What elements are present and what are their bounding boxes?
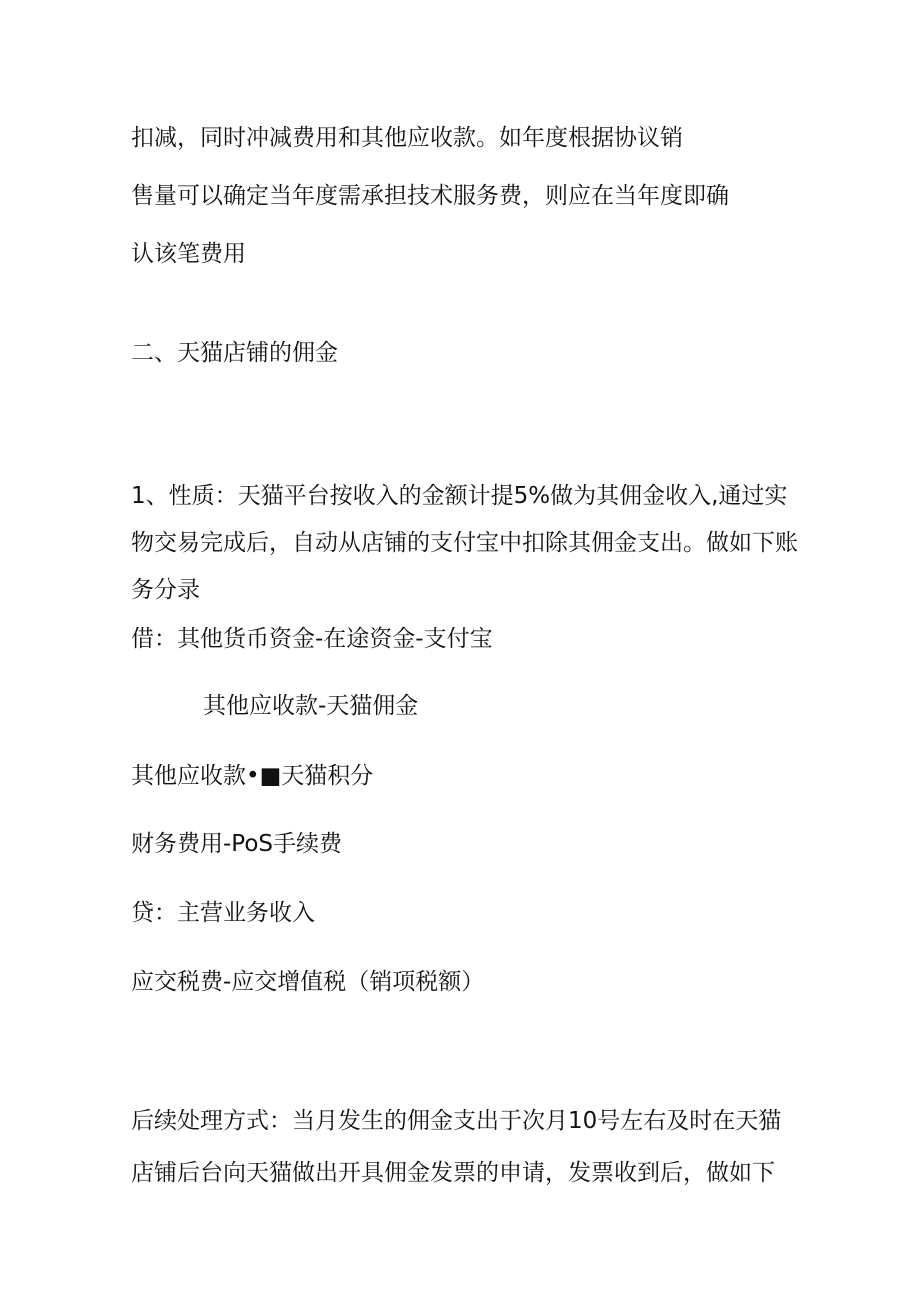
section-heading: 二、天猫店铺的佣金 [131, 340, 338, 366]
paragraph-line: 1、性质：天猫平台按收入的金额计提5%做为其佣金收入,通过实 [131, 483, 788, 509]
paragraph-line: 认该笔费用 [131, 241, 246, 267]
credit-sub-line: 应交税费-应交增值税（销项税额） [131, 969, 485, 995]
paragraph-line: 售量可以确定当年度需承担技术服务费，则应在当年度即确 [131, 183, 729, 209]
paragraph-line: 后续处理方式：当月发生的佣金支出于次月10号左右及时在天猫 [131, 1108, 782, 1134]
debit-line: 借：其他货币资金-在途资金-支付宝 [131, 626, 493, 652]
paragraph-line: 务分录 [131, 577, 200, 603]
paragraph-line: 扣减，同时冲减费用和其他应收款。如年度根据协议销 [131, 125, 683, 151]
debit-sub-line: 其他应收款•■天猫积分 [131, 763, 374, 789]
credit-line: 贷：主营业务收入 [131, 900, 315, 926]
debit-sub-line: 其他应收款-天猫佣金 [203, 693, 419, 719]
paragraph-line: 物交易完成后，自动从店铺的支付宝中扣除其佣金支出。做如下账 [131, 530, 798, 556]
debit-sub-line: 财务费用-PoS手续费 [131, 831, 343, 857]
paragraph-line: 店铺后台向天猫做出开具佣金发票的申请，发票收到后，做如下 [131, 1160, 775, 1186]
